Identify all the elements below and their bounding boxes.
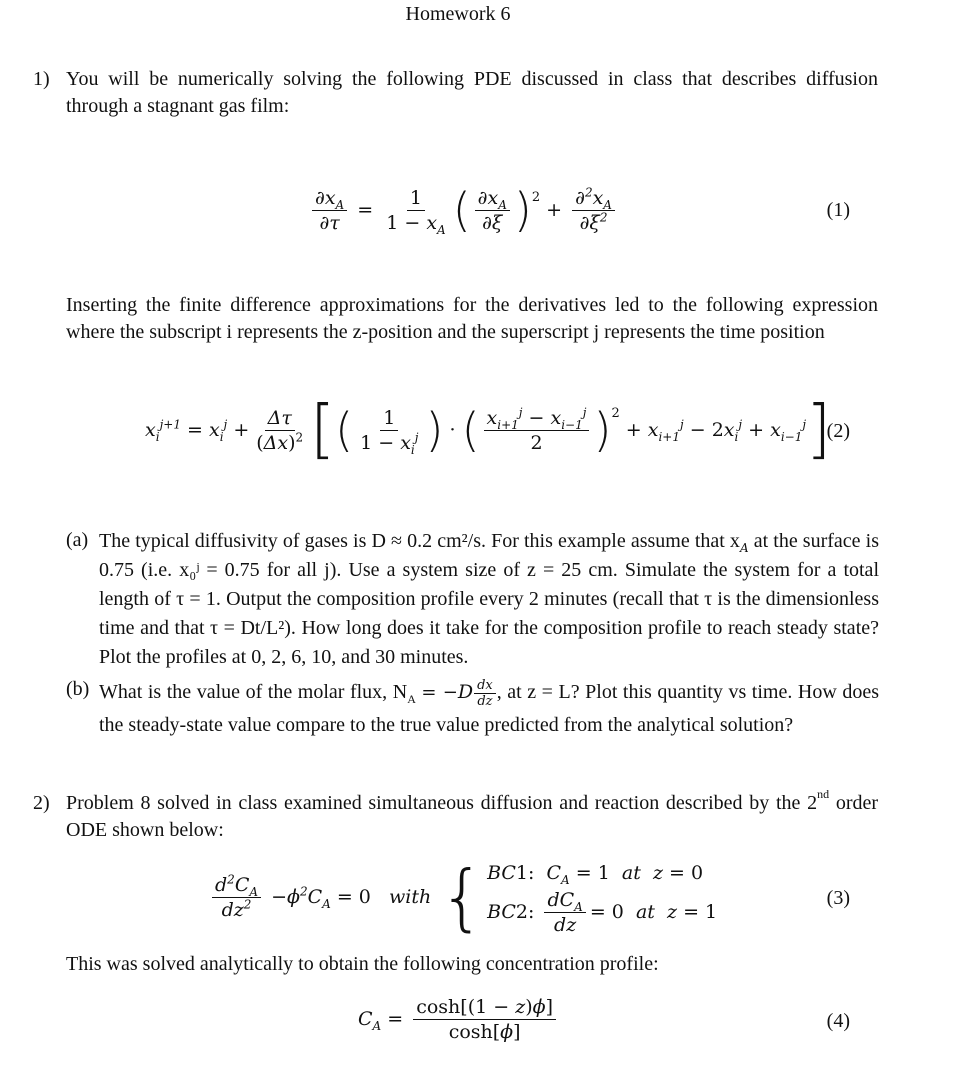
problem-2-intro-1: Problem 8 solved in class examined simultaneous diffusion and reaction described by the 2: [66, 792, 818, 814]
page-title: Homework 6: [405, 3, 511, 25]
problem-2-intro: [66, 787, 879, 844]
problem-1-intro: You will be numerically solving the following PDE discussed in class that describes diffusion through a stagnant gas film:: [66, 68, 878, 117]
equation-1-label: (1): [826, 199, 850, 221]
part-b-text-2: at z = L? Plot this quantity vs time. How does the steady-state value compare to the true value predicted from the analytical solution?: [99, 681, 879, 736]
problem-1-number: 1): [33, 68, 50, 90]
part-b-text-1: What is the value of the molar flux, N: [99, 681, 408, 703]
problem-2-number: 2): [33, 792, 50, 814]
equation-3: $\frac{d^2C_A}{dz^2}$ − $\phi^2C_A$ = 0 with { BC1: $C_A = 1$ at z = 0 BC 2: $\frac{dC_A}{dz}$ = 0 at z = 1: [208, 852, 717, 942]
problem-2-intro-2: order ODE shown below:: [66, 792, 879, 841]
equation-3-label: (3): [826, 887, 850, 909]
equation-1: $\frac{\partial x_A}{\partial\tau}$ = $\frac{1}{1 - x_A}$ ( $\frac{\partial x_A}{\partial\xi}$ ) $^2$ + $\frac{\partial^2x_A}{\partial\xi^2}$: [308, 170, 619, 250]
problem-2-intro-sup: nd: [817, 787, 830, 802]
equation-2-label: (2): [826, 420, 850, 442]
part-b-label: (b): [66, 678, 90, 700]
solved-text: This was solved analytically to obtain the following concentration profile:: [66, 953, 659, 975]
part-a-label: (a): [66, 529, 89, 551]
finite-difference-text: Inserting the finite difference approximations for the derivatives led to the following expression where the subscript i represents the z-position and the superscript j represents the time position: [66, 294, 878, 343]
equation-2: $x_i^{j+1}$ = $x_i^j$ + $\frac{\Delta\tau}{(\Delta x)^2}$ [ ( $\frac{1}{1 - x_i^j}$ ) · ( $\frac{x_{i+1}^j - x_{i-1}^j}{2}$ ) $^2$ + $x_{i+1}^j$ − 2 $x_i^j$ + $x_{i-1}^j$ ]: [145, 393, 832, 467]
part-a-text: The typical diffusivity of gases is D ≈ 0.2 cm²/s. For this example assume that $x_A$ at the surface is 0.75 (i.e. x₀ʲ = 0.75 for all j). Use a system size of z = 25 cm. Simulate the system for a total length of τ = 1. Output the composition profile every 2 minutes (recall that τ is the dimensionless time and that τ = Dt/L²). How long does it take for the composition profile to reach steady state? Plot the profiles at 0, 2, 6, 10, and 30 minutes.: [99, 530, 879, 668]
part-a-text-2: at the surface is 0.75 (i.e. x₀ʲ = 0.75 for all j). Use a system size of z = 25 cm. Simulate the system for a total length of τ = 1. Output the composition profile every 2 minutes (recall that τ is the dimensionless time and that τ = Dt/L²). How long does it take for the composition profile to reach steady state? Plot the profiles at 0, 2, 6, 10, and 30 minutes.: [99, 530, 879, 668]
part-b-text: What is the value of the molar flux, $N_A = -D$ $\frac{dx}{dz}$ , at z = L? Plot this quantity vs time. How does the steady-state value compare to the true value predicted from the analytical solution?: [99, 677, 879, 736]
part-a-text-1: The typical diffusivity of gases is D ≈ 0.2 cm²/s. For this example assume that x: [99, 530, 740, 552]
equation-4-label: (4): [826, 1010, 850, 1032]
equation-4: $C_A$ = $\frac{\cosh[(1 - z)\phi]}{\cosh[\phi]}$: [358, 988, 560, 1050]
